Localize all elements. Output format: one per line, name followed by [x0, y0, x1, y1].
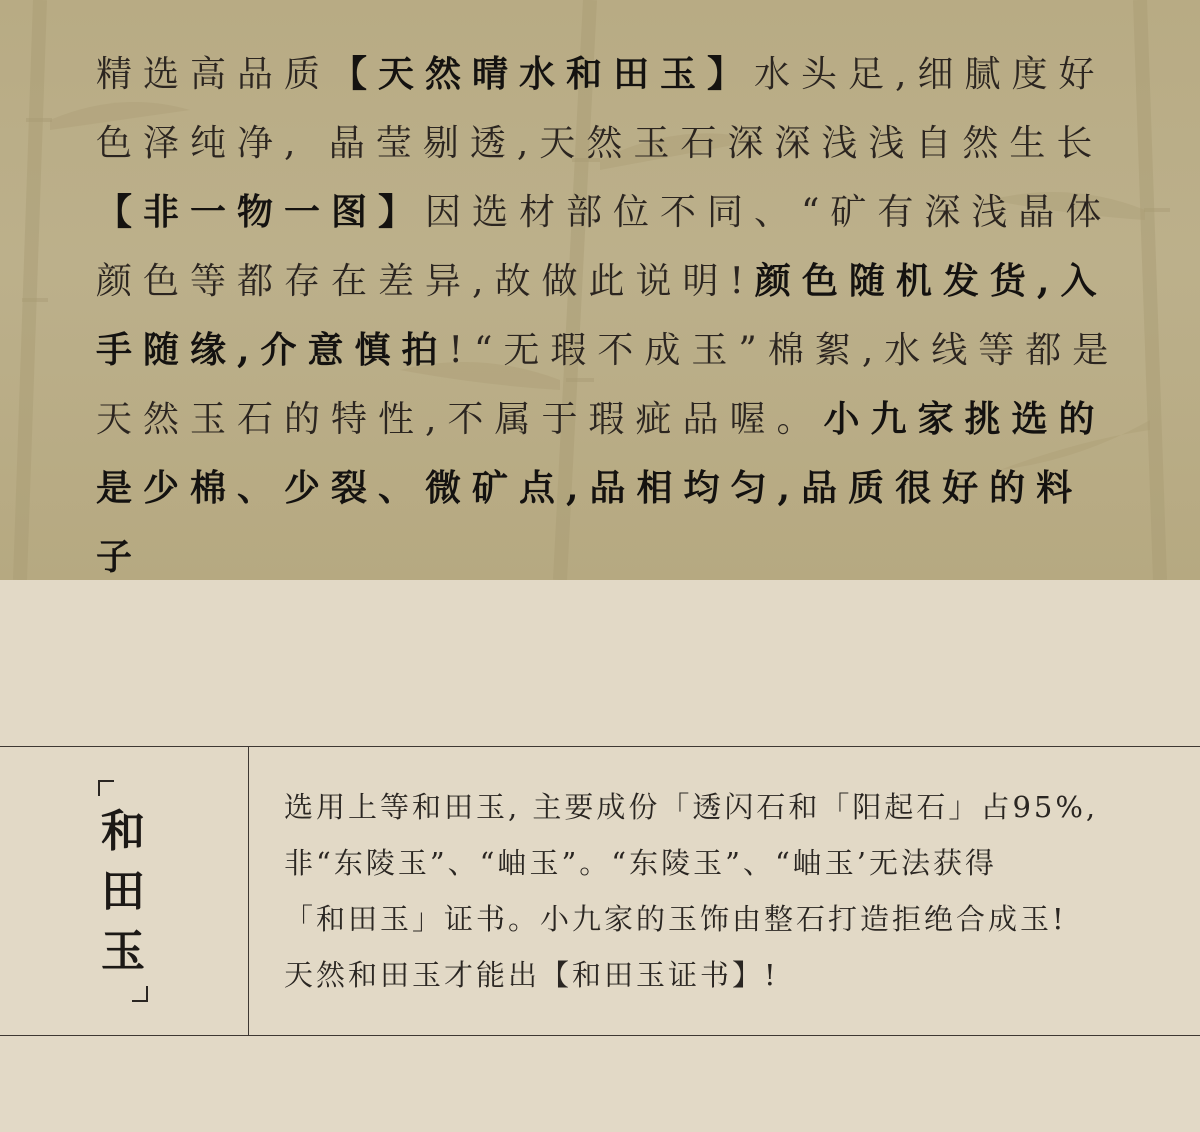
vertical-divider: [248, 747, 249, 1035]
emphasis-text: 小九家挑选的是少棉、少裂、微矿点,品相均匀,品质很好的料子: [96, 398, 1106, 578]
body-text: 精选高品质: [96, 54, 332, 95]
description-line: 选用上等和田玉, 主要成份「透闪石和「阳起石」占95%,: [284, 790, 1099, 824]
bracket-close-icon: [132, 986, 148, 1002]
body-text: 因选材部位不同、“矿有深浅晶体颜色等都存在差异,故做此说明!: [96, 192, 1113, 302]
body-text: 水头足,细腻度好色泽纯净, 晶莹剔透,天然玉石深深浅浅自然生长: [96, 54, 1106, 164]
emphasis-text: 【非一物一图】: [96, 191, 426, 233]
body-text: !“无瑕不成玉”棉絮,水线等都是天然玉石的特性,不属于瑕疵品喔。: [96, 330, 1120, 440]
jade-info-box: [0, 746, 1200, 1036]
title-text: [98, 802, 148, 982]
description-line: 非“东陵玉”、“岫玉”。“东陵玉”、“岫玉’无法获得: [284, 846, 997, 880]
description-paragraph: [96, 40, 1126, 580]
title-char: 和: [101, 806, 145, 857]
vertical-title: [98, 780, 148, 1002]
title-char: 玉: [101, 926, 145, 977]
bracket-open-icon: [98, 780, 114, 796]
description-line: 「和田玉」证书。小九家的玉饰由整石打造拒绝合成玉!: [284, 902, 1067, 936]
emphasis-text: 【天然晴水和田玉】: [331, 53, 755, 95]
info-description: [284, 779, 1184, 1003]
title-char: 田: [101, 866, 145, 917]
description-line: 天然和田玉才能出【和田玉证书】!: [284, 958, 779, 992]
emphasis-text: 颜色随机发货,入手随缘,介意慎拍: [96, 260, 1108, 371]
